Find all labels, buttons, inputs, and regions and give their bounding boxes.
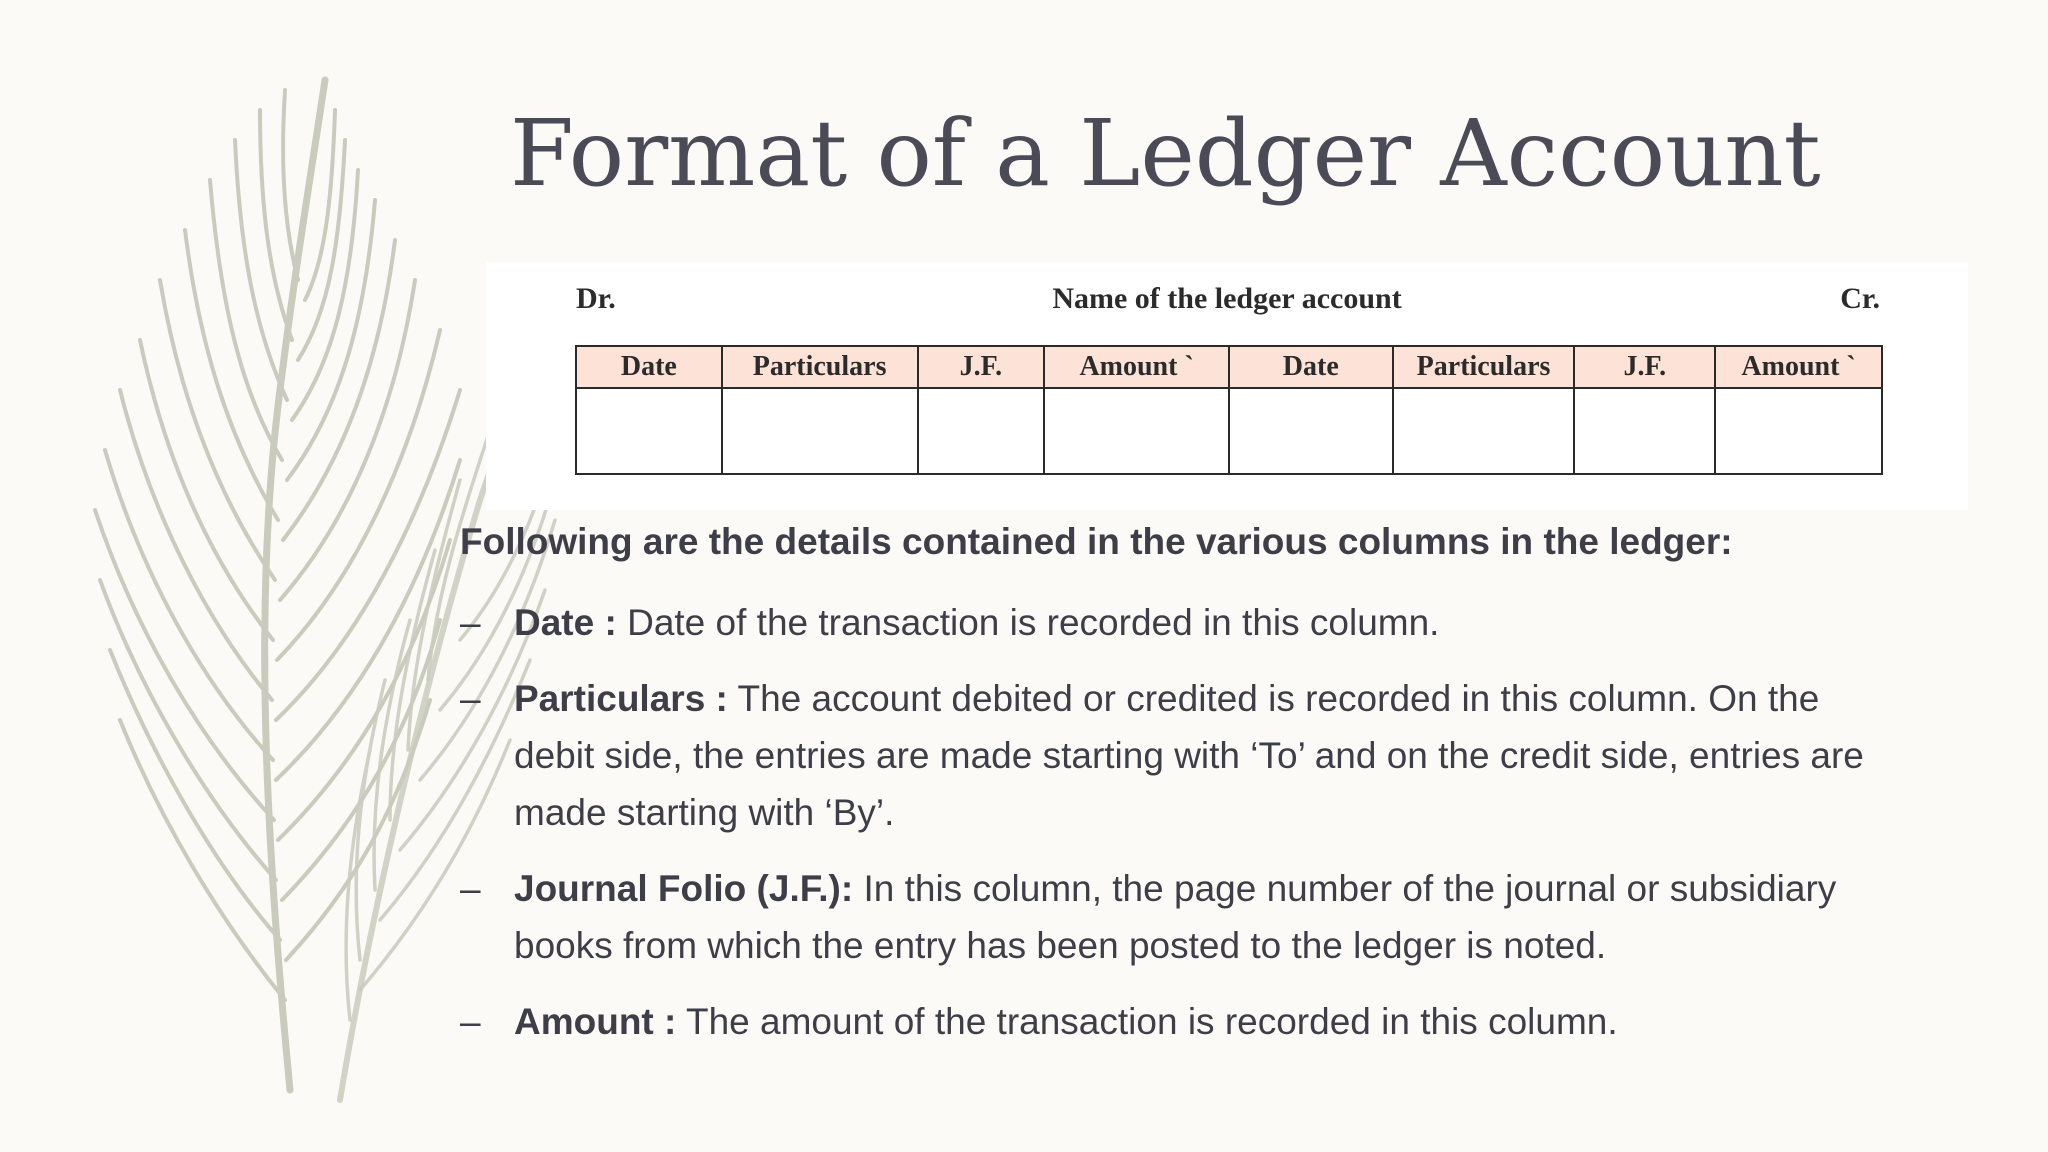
bullet-term: Date :: [514, 602, 617, 643]
list-item-particulars: [460, 670, 1900, 841]
table-cell: [1574, 388, 1715, 474]
bullet-text: The account debited or credited is recorded in this column. On the debit side, the entries are made starting with ‘To’ and on the credit side, entries are made starting with ‘By’.: [514, 678, 1864, 833]
column-header-date-credit: Date: [1229, 346, 1393, 388]
bullet-dash: –: [460, 678, 481, 719]
column-header-jf-credit: J.F.: [1574, 346, 1715, 388]
credit-label: Cr.: [1840, 282, 1880, 315]
table-cell: [576, 388, 722, 474]
table-cell: [722, 388, 918, 474]
table-cell: [918, 388, 1045, 474]
list-item-journal-folio: [460, 860, 1900, 974]
ledger-format-figure: [486, 262, 1968, 510]
ledger-table: [575, 345, 1883, 475]
column-header-particulars-credit: Particulars: [1393, 346, 1575, 388]
column-header-date-debit: Date: [576, 346, 722, 388]
list-item-date: [460, 594, 1900, 651]
intro-text: Following are the details contained in the various columns in the ledger:: [460, 521, 1733, 562]
bullet-term: Amount :: [514, 1001, 677, 1042]
table-cell: [1715, 388, 1882, 474]
bullet-dash: –: [460, 602, 481, 643]
column-header-amount-debit: Amount `: [1044, 346, 1229, 388]
debit-label: Dr.: [576, 282, 616, 315]
bullet-text: The amount of the transaction is recorded in this column.: [676, 1001, 1618, 1042]
bullet-dash: –: [460, 1001, 481, 1042]
table-cell: [1229, 388, 1393, 474]
bullet-term: Particulars :: [514, 678, 728, 719]
column-header-particulars-debit: Particulars: [722, 346, 918, 388]
column-header-amount-credit: Amount `: [1715, 346, 1882, 388]
bullet-text: In this column, the page number of the journal or subsidiary books from which the entry has been posted to the ledger is noted.: [514, 868, 1837, 966]
column-details-list: [460, 594, 1900, 1069]
slide-title: Format of a Ledger Account: [510, 100, 1821, 207]
list-item-amount: [460, 993, 1900, 1050]
bullet-term: Journal Folio (J.F.):: [514, 868, 854, 909]
bullet-text: Date of the transaction is recorded in this column.: [616, 602, 1440, 643]
table-cell: [1044, 388, 1229, 474]
ledger-account-name: Name of the ledger account: [1052, 282, 1402, 315]
ledger-empty-row: [576, 388, 1882, 474]
bullet-dash: –: [460, 868, 481, 909]
table-cell: [1393, 388, 1575, 474]
column-header-jf-debit: J.F.: [918, 346, 1045, 388]
ledger-header-row: [576, 346, 1882, 388]
